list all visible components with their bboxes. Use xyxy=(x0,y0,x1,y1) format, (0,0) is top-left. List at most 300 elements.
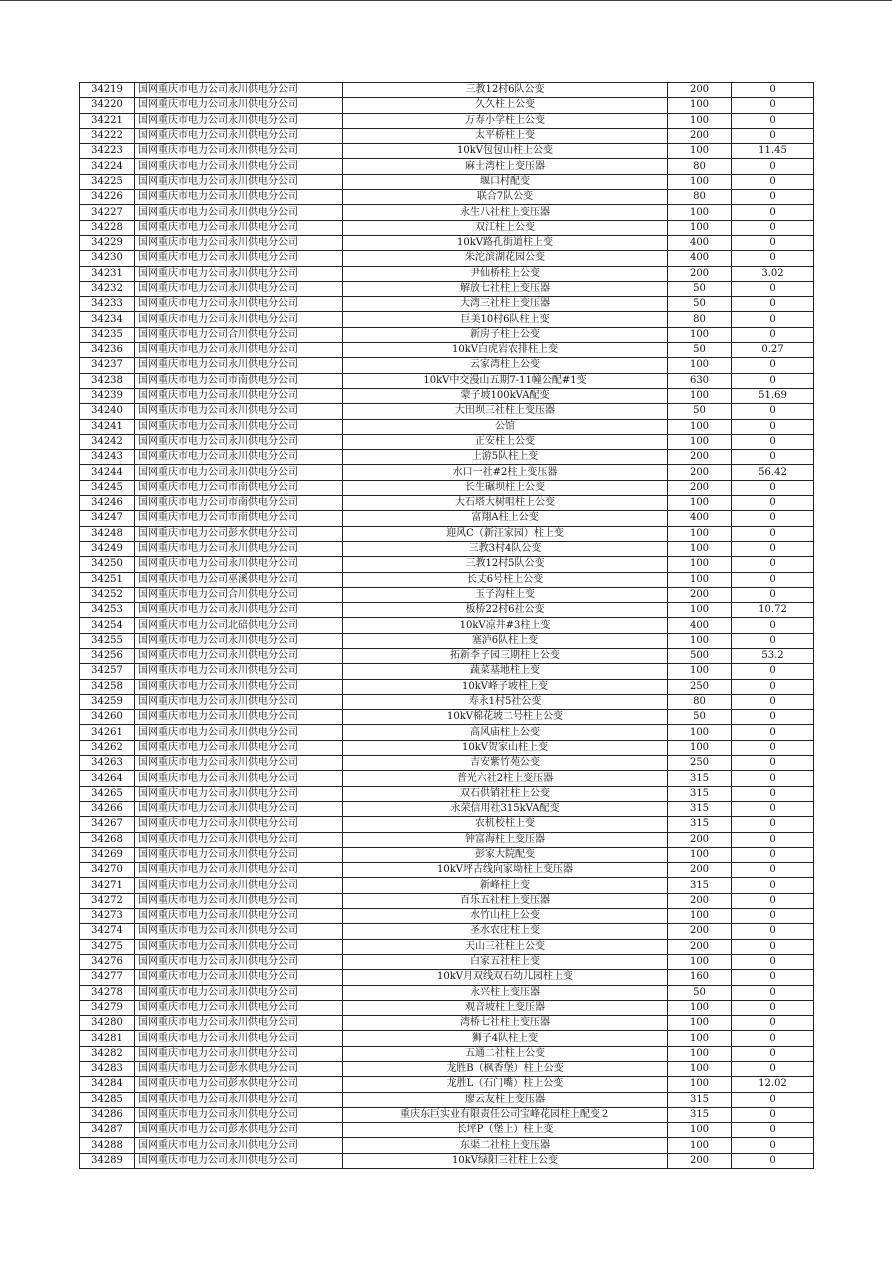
cell-value: 53.2 xyxy=(732,648,814,663)
cell-value: 0 xyxy=(732,450,814,465)
table-row xyxy=(80,266,814,281)
table-row xyxy=(80,419,814,434)
cell-value: 0 xyxy=(732,480,814,495)
cell-id: 34254 xyxy=(80,618,135,633)
cell-value: 0 xyxy=(732,893,814,908)
cell-value: 0 xyxy=(732,358,814,373)
table-row xyxy=(80,388,814,403)
cell-value: 0 xyxy=(732,970,814,985)
table-row xyxy=(80,756,814,771)
cell-value: 0 xyxy=(732,1138,814,1153)
cell-transformer-name: 普光六社2柱上变压器 xyxy=(343,771,668,786)
table-row xyxy=(80,1031,814,1046)
cell-company: 国网重庆市电力公司永川供电分公司 xyxy=(135,648,343,663)
cell-transformer-name: 上游5队柱上变 xyxy=(343,450,668,465)
cell-capacity: 315 xyxy=(668,771,732,786)
cell-id: 34281 xyxy=(80,1031,135,1046)
table-row xyxy=(80,343,814,358)
cell-id: 34230 xyxy=(80,251,135,266)
cell-id: 34267 xyxy=(80,817,135,832)
cell-id: 34269 xyxy=(80,847,135,862)
cell-value: 0 xyxy=(732,251,814,266)
table-row xyxy=(80,832,814,847)
cell-company: 国网重庆市电力公司巫溪供电分公司 xyxy=(135,572,343,587)
cell-transformer-name: 三教12村6队公变 xyxy=(343,83,668,98)
cell-company: 国网重庆市电力公司北碚供电分公司 xyxy=(135,618,343,633)
cell-capacity: 400 xyxy=(668,251,732,266)
cell-capacity: 400 xyxy=(668,235,732,250)
table-row xyxy=(80,618,814,633)
cell-company: 国网重庆市电力公司永川供电分公司 xyxy=(135,1031,343,1046)
cell-id: 34289 xyxy=(80,1153,135,1168)
cell-company: 国网重庆市电力公司永川供电分公司 xyxy=(135,694,343,709)
cell-company: 国网重庆市电力公司永川供电分公司 xyxy=(135,1016,343,1031)
cell-capacity: 200 xyxy=(668,480,732,495)
table-row xyxy=(80,450,814,465)
cell-company: 国网重庆市电力公司永川供电分公司 xyxy=(135,235,343,250)
cell-value: 0 xyxy=(732,312,814,327)
cell-company: 国网重庆市电力公司永川供电分公司 xyxy=(135,1000,343,1015)
cell-value: 0 xyxy=(732,1000,814,1015)
table-body xyxy=(80,83,814,1169)
cell-company: 国网重庆市电力公司永川供电分公司 xyxy=(135,1092,343,1107)
table-row xyxy=(80,801,814,816)
cell-id: 34247 xyxy=(80,511,135,526)
cell-transformer-name: 三教12村5队公变 xyxy=(343,557,668,572)
cell-transformer-name: 太平桥柱上变 xyxy=(343,128,668,143)
table-row xyxy=(80,863,814,878)
cell-company: 国网重庆市电力公司市南供电分公司 xyxy=(135,373,343,388)
cell-capacity: 80 xyxy=(668,190,732,205)
cell-capacity: 200 xyxy=(668,893,732,908)
cell-id: 34240 xyxy=(80,404,135,419)
cell-value: 0 xyxy=(732,832,814,847)
cell-capacity: 315 xyxy=(668,801,732,816)
cell-capacity: 100 xyxy=(668,1031,732,1046)
cell-capacity: 200 xyxy=(668,83,732,98)
cell-id: 34258 xyxy=(80,679,135,694)
cell-capacity: 100 xyxy=(668,496,732,511)
cell-transformer-name: 白家五社柱上变 xyxy=(343,954,668,969)
cell-company: 国网重庆市电力公司永川供电分公司 xyxy=(135,756,343,771)
cell-company: 国网重庆市电力公司永川供电分公司 xyxy=(135,954,343,969)
cell-id: 34229 xyxy=(80,235,135,250)
table-row xyxy=(80,679,814,694)
cell-id: 34284 xyxy=(80,1077,135,1092)
cell-id: 34243 xyxy=(80,450,135,465)
cell-id: 34227 xyxy=(80,205,135,220)
table-row xyxy=(80,970,814,985)
cell-transformer-name: 尹仙桥柱上公变 xyxy=(343,266,668,281)
cell-company: 国网重庆市电力公司永川供电分公司 xyxy=(135,801,343,816)
cell-id: 34236 xyxy=(80,343,135,358)
cell-id: 34277 xyxy=(80,970,135,985)
cell-id: 34242 xyxy=(80,434,135,449)
cell-transformer-name: 巨美10村6队柱上变 xyxy=(343,312,668,327)
cell-value: 0 xyxy=(732,557,814,572)
cell-capacity: 200 xyxy=(668,924,732,939)
cell-value: 0 xyxy=(732,909,814,924)
table-row xyxy=(80,404,814,419)
cell-capacity: 100 xyxy=(668,1046,732,1061)
cell-transformer-name: 水口一社#2柱上变压器 xyxy=(343,465,668,480)
cell-capacity: 100 xyxy=(668,205,732,220)
cell-capacity: 200 xyxy=(668,587,732,602)
cell-transformer-name: 寿永1村5社公变 xyxy=(343,694,668,709)
table-row xyxy=(80,1092,814,1107)
cell-company: 国网重庆市电力公司永川供电分公司 xyxy=(135,541,343,556)
table-row xyxy=(80,113,814,128)
cell-company: 国网重庆市电力公司永川供电分公司 xyxy=(135,863,343,878)
cell-capacity: 100 xyxy=(668,1077,732,1092)
cell-transformer-name: 圣水农庄柱上变 xyxy=(343,924,668,939)
cell-company: 国网重庆市电力公司永川供电分公司 xyxy=(135,878,343,893)
cell-id: 34219 xyxy=(80,83,135,98)
cell-company: 国网重庆市电力公司永川供电分公司 xyxy=(135,113,343,128)
table-row xyxy=(80,358,814,373)
table-row xyxy=(80,327,814,342)
table-row xyxy=(80,847,814,862)
cell-transformer-name: 久久柱上公变 xyxy=(343,98,668,113)
cell-company: 国网重庆市电力公司永川供电分公司 xyxy=(135,358,343,373)
table-row xyxy=(80,159,814,174)
cell-transformer-name: 水竹山柱上公变 xyxy=(343,909,668,924)
cell-company: 国网重庆市电力公司永川供电分公司 xyxy=(135,740,343,755)
table-row xyxy=(80,924,814,939)
cell-transformer-name: 农机校柱上变 xyxy=(343,817,668,832)
cell-value: 0 xyxy=(732,83,814,98)
cell-transformer-name: 富翔A柱上公变 xyxy=(343,511,668,526)
cell-company: 国网重庆市电力公司永川供电分公司 xyxy=(135,343,343,358)
table-row xyxy=(80,725,814,740)
table-row xyxy=(80,740,814,755)
cell-transformer-name: 永荣信用社315kVA配变 xyxy=(343,801,668,816)
cell-id: 34225 xyxy=(80,174,135,189)
cell-transformer-name: 永生八社柱上变压器 xyxy=(343,205,668,220)
cell-transformer-name: 大湾三社柱上变压器 xyxy=(343,297,668,312)
table-row xyxy=(80,205,814,220)
table-row xyxy=(80,786,814,801)
cell-id: 34223 xyxy=(80,144,135,159)
cell-capacity: 160 xyxy=(668,970,732,985)
cell-value: 0 xyxy=(732,327,814,342)
table-row xyxy=(80,648,814,663)
cell-company: 国网重庆市电力公司市南供电分公司 xyxy=(135,511,343,526)
cell-company: 国网重庆市电力公司永川供电分公司 xyxy=(135,725,343,740)
cell-id: 34251 xyxy=(80,572,135,587)
cell-capacity: 100 xyxy=(668,1016,732,1031)
cell-capacity: 400 xyxy=(668,618,732,633)
cell-company: 国网重庆市电力公司彭水供电分公司 xyxy=(135,1062,343,1077)
table-row xyxy=(80,526,814,541)
cell-id: 34287 xyxy=(80,1123,135,1138)
cell-capacity: 630 xyxy=(668,373,732,388)
cell-value: 0 xyxy=(732,771,814,786)
cell-id: 34244 xyxy=(80,465,135,480)
cell-capacity: 315 xyxy=(668,817,732,832)
cell-transformer-name: 蔬菜基地柱上变 xyxy=(343,664,668,679)
cell-id: 34238 xyxy=(80,373,135,388)
cell-transformer-name: 三教3村4队公变 xyxy=(343,541,668,556)
cell-capacity: 200 xyxy=(668,1153,732,1168)
cell-value: 0 xyxy=(732,863,814,878)
cell-transformer-name: 板桥22村6社公变 xyxy=(343,603,668,618)
table-row xyxy=(80,1016,814,1031)
cell-capacity: 200 xyxy=(668,939,732,954)
table-row xyxy=(80,878,814,893)
cell-capacity: 315 xyxy=(668,878,732,893)
cell-capacity: 100 xyxy=(668,358,732,373)
cell-transformer-name: 新峰柱上变 xyxy=(343,878,668,893)
cell-capacity: 200 xyxy=(668,465,732,480)
cell-capacity: 200 xyxy=(668,266,732,281)
cell-transformer-name: 10kV路孔街道柱上变 xyxy=(343,235,668,250)
table-row xyxy=(80,1107,814,1122)
cell-id: 34265 xyxy=(80,786,135,801)
cell-capacity: 100 xyxy=(668,98,732,113)
cell-id: 34234 xyxy=(80,312,135,327)
cell-transformer-name: 10kV凉井#3柱上变 xyxy=(343,618,668,633)
cell-id: 34264 xyxy=(80,771,135,786)
cell-transformer-name: 长生碾坝柱上公变 xyxy=(343,480,668,495)
table-row xyxy=(80,373,814,388)
cell-company: 国网重庆市电力公司永川供电分公司 xyxy=(135,939,343,954)
cell-value: 0 xyxy=(732,526,814,541)
table-row xyxy=(80,1153,814,1168)
cell-value: 0 xyxy=(732,924,814,939)
table-row xyxy=(80,220,814,235)
cell-capacity: 100 xyxy=(668,113,732,128)
cell-company: 国网重庆市电力公司永川供电分公司 xyxy=(135,1107,343,1122)
cell-company: 国网重庆市电力公司永川供电分公司 xyxy=(135,679,343,694)
cell-id: 34246 xyxy=(80,496,135,511)
cell-transformer-name: 大石塔大树咀柱上公变 xyxy=(343,496,668,511)
cell-capacity: 100 xyxy=(668,144,732,159)
cell-company: 国网重庆市电力公司永川供电分公司 xyxy=(135,985,343,1000)
cell-company: 国网重庆市电力公司永川供电分公司 xyxy=(135,817,343,832)
table-row xyxy=(80,985,814,1000)
table-row xyxy=(80,664,814,679)
cell-id: 34231 xyxy=(80,266,135,281)
cell-transformer-name: 堰口村配变 xyxy=(343,174,668,189)
cell-transformer-name: 彭家大院配变 xyxy=(343,847,668,862)
cell-capacity: 100 xyxy=(668,1138,732,1153)
cell-company: 国网重庆市电力公司永川供电分公司 xyxy=(135,847,343,862)
cell-company: 国网重庆市电力公司永川供电分公司 xyxy=(135,603,343,618)
cell-id: 34286 xyxy=(80,1107,135,1122)
cell-value: 0 xyxy=(732,404,814,419)
cell-capacity: 100 xyxy=(668,388,732,403)
cell-capacity: 100 xyxy=(668,725,732,740)
cell-value: 0 xyxy=(732,1123,814,1138)
cell-company: 国网重庆市电力公司永川供电分公司 xyxy=(135,419,343,434)
cell-transformer-name: 长丈6号柱上公变 xyxy=(343,572,668,587)
cell-company: 国网重庆市电力公司永川供电分公司 xyxy=(135,312,343,327)
table-row xyxy=(80,511,814,526)
cell-id: 34272 xyxy=(80,893,135,908)
table-row xyxy=(80,954,814,969)
cell-value: 0 xyxy=(732,740,814,755)
cell-value: 0 xyxy=(732,618,814,633)
cell-transformer-name: 10kV绿阳三社柱上公变 xyxy=(343,1153,668,1168)
cell-capacity: 315 xyxy=(668,786,732,801)
table-row xyxy=(80,434,814,449)
cell-company: 国网重庆市电力公司永川供电分公司 xyxy=(135,190,343,205)
cell-value: 0 xyxy=(732,297,814,312)
transformer-table xyxy=(79,82,814,1169)
cell-id: 34275 xyxy=(80,939,135,954)
cell-id: 34252 xyxy=(80,587,135,602)
cell-value: 0 xyxy=(732,434,814,449)
cell-company: 国网重庆市电力公司永川供电分公司 xyxy=(135,434,343,449)
cell-company: 国网重庆市电力公司彭水供电分公司 xyxy=(135,1077,343,1092)
cell-capacity: 100 xyxy=(668,434,732,449)
table-row xyxy=(80,190,814,205)
cell-capacity: 100 xyxy=(668,327,732,342)
cell-id: 34282 xyxy=(80,1046,135,1061)
cell-value: 0 xyxy=(732,847,814,862)
cell-capacity: 200 xyxy=(668,832,732,847)
cell-capacity: 100 xyxy=(668,1123,732,1138)
cell-id: 34250 xyxy=(80,557,135,572)
table-row xyxy=(80,465,814,480)
cell-value: 0 xyxy=(732,1031,814,1046)
cell-value: 0 xyxy=(732,587,814,602)
cell-company: 国网重庆市电力公司永川供电分公司 xyxy=(135,893,343,908)
cell-capacity: 100 xyxy=(668,954,732,969)
cell-id: 34262 xyxy=(80,740,135,755)
cell-transformer-name: 湾桥七社柱上变压器 xyxy=(343,1016,668,1031)
table-row xyxy=(80,710,814,725)
cell-company: 国网重庆市电力公司永川供电分公司 xyxy=(135,144,343,159)
cell-company: 国网重庆市电力公司彭水供电分公司 xyxy=(135,1123,343,1138)
cell-transformer-name: 永兴柱上变压器 xyxy=(343,985,668,1000)
cell-company: 国网重庆市电力公司永川供电分公司 xyxy=(135,1138,343,1153)
cell-value: 0 xyxy=(732,694,814,709)
cell-value: 0 xyxy=(732,205,814,220)
cell-capacity: 100 xyxy=(668,1062,732,1077)
cell-id: 34221 xyxy=(80,113,135,128)
cell-transformer-name: 吉安紫竹苑公变 xyxy=(343,756,668,771)
table-row xyxy=(80,1046,814,1061)
cell-transformer-name: 万寿小学柱上公变 xyxy=(343,113,668,128)
cell-value: 12.02 xyxy=(732,1077,814,1092)
table-row xyxy=(80,1000,814,1015)
cell-capacity: 50 xyxy=(668,985,732,1000)
cell-id: 34245 xyxy=(80,480,135,495)
cell-value: 0 xyxy=(732,511,814,526)
cell-value: 0 xyxy=(732,98,814,113)
cell-id: 34260 xyxy=(80,710,135,725)
cell-id: 34261 xyxy=(80,725,135,740)
cell-value: 0 xyxy=(732,985,814,1000)
cell-capacity: 80 xyxy=(668,159,732,174)
cell-capacity: 100 xyxy=(668,419,732,434)
cell-company: 国网重庆市电力公司永川供电分公司 xyxy=(135,633,343,648)
cell-id: 34257 xyxy=(80,664,135,679)
cell-value: 0 xyxy=(732,801,814,816)
cell-capacity: 100 xyxy=(668,664,732,679)
cell-company: 国网重庆市电力公司永川供电分公司 xyxy=(135,388,343,403)
cell-transformer-name: 龙胜L（石门嘴）柱上公变 xyxy=(343,1077,668,1092)
cell-id: 34235 xyxy=(80,327,135,342)
cell-company: 国网重庆市电力公司永川供电分公司 xyxy=(135,297,343,312)
cell-transformer-name: 重庆东巨实业有限责任公司宝峰花园柱上配变２ xyxy=(343,1107,668,1122)
cell-company: 国网重庆市电力公司永川供电分公司 xyxy=(135,281,343,296)
cell-value: 0 xyxy=(732,954,814,969)
cell-id: 34232 xyxy=(80,281,135,296)
cell-capacity: 80 xyxy=(668,312,732,327)
cell-transformer-name: 云家湾柱上公变 xyxy=(343,358,668,373)
cell-transformer-name: 龙胜B（枫香堡）柱上公变 xyxy=(343,1062,668,1077)
cell-company: 国网重庆市电力公司永川供电分公司 xyxy=(135,771,343,786)
cell-value: 0 xyxy=(732,786,814,801)
cell-transformer-name: 公馆 xyxy=(343,419,668,434)
cell-id: 34228 xyxy=(80,220,135,235)
cell-capacity: 100 xyxy=(668,740,732,755)
cell-company: 国网重庆市电力公司合川供电分公司 xyxy=(135,587,343,602)
cell-company: 国网重庆市电力公司永川供电分公司 xyxy=(135,159,343,174)
table-row xyxy=(80,480,814,495)
table-row xyxy=(80,281,814,296)
table-row xyxy=(80,633,814,648)
cell-company: 国网重庆市电力公司永川供电分公司 xyxy=(135,98,343,113)
cell-value: 0 xyxy=(732,710,814,725)
cell-company: 国网重庆市电力公司永川供电分公司 xyxy=(135,128,343,143)
cell-company: 国网重庆市电力公司永川供电分公司 xyxy=(135,174,343,189)
cell-transformer-name: 双江柱上公变 xyxy=(343,220,668,235)
cell-transformer-name: 观音坡柱上变压器 xyxy=(343,1000,668,1015)
cell-value: 3.02 xyxy=(732,266,814,281)
cell-value: 0 xyxy=(732,419,814,434)
cell-transformer-name: 10kV棉花坡二号柱上公变 xyxy=(343,710,668,725)
cell-value: 0 xyxy=(732,664,814,679)
cell-value: 10.72 xyxy=(732,603,814,618)
cell-value: 0 xyxy=(732,541,814,556)
table-row xyxy=(80,939,814,954)
cell-capacity: 100 xyxy=(668,174,732,189)
table-row xyxy=(80,174,814,189)
cell-company: 国网重庆市电力公司永川供电分公司 xyxy=(135,205,343,220)
cell-value: 0.27 xyxy=(732,343,814,358)
table-row xyxy=(80,817,814,832)
cell-company: 国网重庆市电力公司永川供电分公司 xyxy=(135,465,343,480)
cell-capacity: 250 xyxy=(668,679,732,694)
cell-value: 0 xyxy=(732,679,814,694)
cell-value: 0 xyxy=(732,220,814,235)
cell-capacity: 50 xyxy=(668,343,732,358)
table-row xyxy=(80,893,814,908)
cell-value: 0 xyxy=(732,817,814,832)
cell-value: 0 xyxy=(732,572,814,587)
cell-value: 0 xyxy=(732,756,814,771)
cell-id: 34279 xyxy=(80,1000,135,1015)
cell-id: 34270 xyxy=(80,863,135,878)
cell-value: 0 xyxy=(732,159,814,174)
cell-transformer-name: 高风庙柱上公变 xyxy=(343,725,668,740)
cell-capacity: 500 xyxy=(668,648,732,663)
cell-value: 0 xyxy=(732,1092,814,1107)
cell-transformer-name: 长坪P（堡上）柱上变 xyxy=(343,1123,668,1138)
cell-value: 0 xyxy=(732,373,814,388)
cell-company: 国网重庆市电力公司永川供电分公司 xyxy=(135,1046,343,1061)
cell-transformer-name: 塞泸6队柱上变 xyxy=(343,633,668,648)
cell-id: 34256 xyxy=(80,648,135,663)
cell-transformer-name: 新房子柱上公变 xyxy=(343,327,668,342)
cell-value: 0 xyxy=(732,939,814,954)
cell-value: 0 xyxy=(732,235,814,250)
page-top-rule xyxy=(0,0,892,1)
